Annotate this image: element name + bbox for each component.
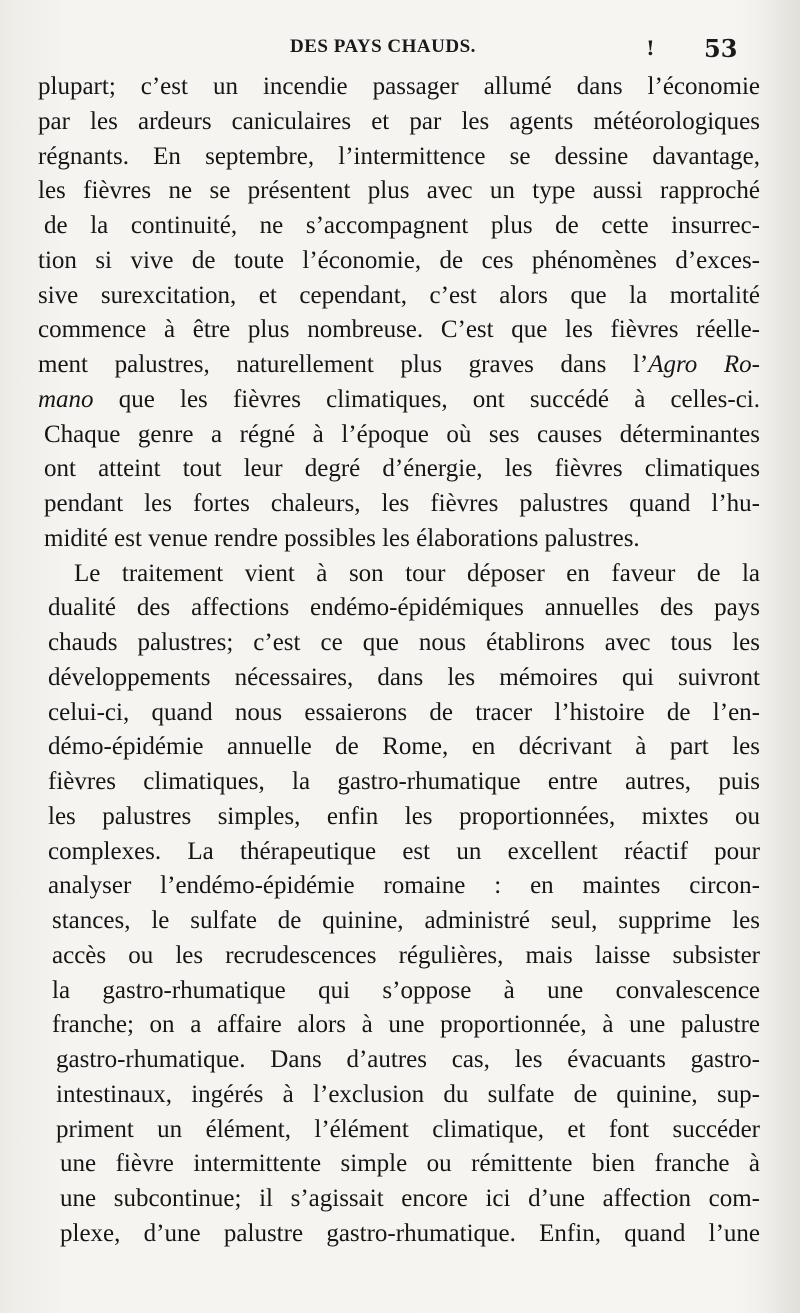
- text-line: gastro-rhumatique. Dans d’autres cas, les évacuants gastro-: [56, 1046, 760, 1073]
- running-head: DES PAYS CHAUDS.: [290, 36, 476, 57]
- text-line: développements nécessaires, dans les mémoires qui suivront: [48, 663, 760, 691]
- text-line: stances, le sulfate de quinine, administré seul, supprime les: [52, 907, 760, 934]
- margin-mark: !: [646, 36, 655, 60]
- text-line: complexes. La thérapeutique est un excellent réactif pour: [48, 837, 760, 865]
- text-line: Chaque genre a régné à l’époque où ses causes déterminantes: [44, 420, 760, 448]
- text-line: ont atteint tout leur degré d’énergie, les fièvres climatiques: [44, 455, 760, 483]
- text-line: intestinaux, ingérés à l’exclusion du sulfate de quinine, sup-: [56, 1080, 760, 1108]
- body-text: [38, 70, 760, 1252]
- text-line: dualité des affections endémo-épidémiques annuelles des pays: [48, 594, 760, 622]
- text-line: la gastro-rhumatique qui s’oppose à une convalescence: [52, 976, 760, 1004]
- text-line: celui-ci, quand nous essaierons de tracer l’histoire de l’en-: [48, 698, 760, 726]
- text-line: les fièvres ne se présentent plus avec un type aussi rapproché: [38, 177, 760, 205]
- text-line: [38, 383, 760, 418]
- text-line: [38, 348, 760, 383]
- text-line: plexe, d’une palustre gastro-rhumatique. Enfin, quand l’une: [60, 1219, 760, 1247]
- text-line: démo-épidémie annuelle de Rome, en décrivant à part les: [48, 733, 760, 761]
- text-line: fièvres climatiques, la gastro-rhumatique entre autres, puis: [48, 768, 760, 795]
- text-segment: que les fièvres climatiques, ont succédé à celles-ci.: [93, 385, 760, 413]
- text-segment: ment palustres, naturellement plus graves dans l’: [38, 351, 649, 378]
- text-line: commence à être plus nombreuse. C’est que les fièvres réelle-: [38, 316, 760, 344]
- text-line: une fièvre intermittente simple ou rémittente bien franche à: [60, 1150, 760, 1178]
- italic-segment: Agro Ro-: [648, 351, 760, 378]
- page-header: [0, 34, 800, 66]
- text-line: par les ardeurs caniculaires et par les agents météorologiques: [38, 107, 760, 135]
- text-line: accès ou les recrudescences régulières, mais laisse subsister: [52, 941, 760, 969]
- italic-segment: mano: [38, 385, 94, 413]
- text-line: plupart; c’est un incendie passager allumé dans l’économie: [38, 73, 760, 100]
- text-line: tion si vive de toute l’économie, de ces phénomènes d’exces-: [38, 246, 760, 274]
- text-line: une subcontinue; il s’agissait encore ici d’une affection com-: [60, 1185, 760, 1212]
- text-line: analyser l’endémo-épidémie romaine : en maintes circon-: [48, 872, 760, 900]
- text-line: pendant les fortes chaleurs, les fièvres palustres quand l’hu-: [44, 490, 760, 517]
- text-line: franche; on a affaire alors à une proportionnée, à une palustre: [52, 1011, 760, 1039]
- text-line: régnants. En septembre, l’intermittence se dessine davantage,: [38, 142, 760, 170]
- text-line: les palustres simples, enfin les proportionnées, mixtes ou: [48, 802, 760, 830]
- text-line: priment un élément, l’élément climatique, et font succéder: [56, 1115, 760, 1143]
- paragraph-first-line: Le traitement vient à son tour déposer en faveur de la: [74, 559, 760, 587]
- text-line: midité est venue rendre possibles les élaborations palustres.: [44, 524, 640, 552]
- page-number: 53: [704, 34, 738, 63]
- text-line: chauds palustres; c’est ce que nous établirons avec tous les: [48, 629, 760, 656]
- page-edge-shadow: [760, 0, 800, 1313]
- text-line: de la continuité, ne s’accompagnent plus de cette insurrec-: [44, 212, 760, 239]
- text-line: sive surexcitation, et cependant, c’est alors que la mortalité: [38, 281, 760, 309]
